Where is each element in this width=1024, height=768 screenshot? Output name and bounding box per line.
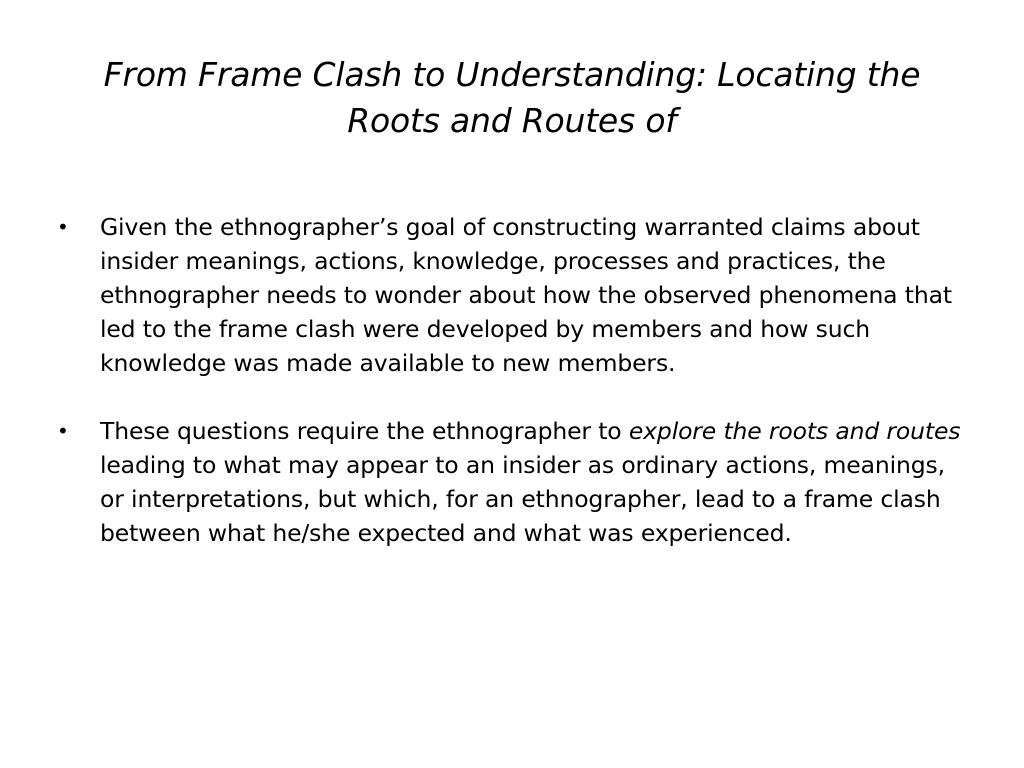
bullet-icon: •	[57, 419, 69, 443]
bullet-text: Given the ethnographer’s goal of constructing warranted claims about insider meanings, actions, knowledge, processes and practices, the ethnographer needs to wonder about how the observed phenomena that led to the frame clash were developed by members and how such knowledge was made available to new members.	[100, 213, 952, 377]
bullet-item-questions	[52, 414, 972, 550]
bullet-text-before: These questions require the ethnographer to	[100, 417, 629, 445]
slide-title: From Frame Clash to Understanding: Locating the Roots and Routes of	[103, 55, 921, 140]
bullet-item-goal	[52, 210, 972, 380]
bullet-icon: •	[57, 215, 69, 239]
bullet-text-after: leading to what may appear to an insider as ordinary actions, meanings, or interpretations, but which, for an ethnographer, lead to a frame clash between what he/she expected and what was experienced.	[100, 451, 945, 547]
bullet-text-emphasis: explore the roots and routes	[628, 417, 961, 445]
bullet-list	[52, 210, 972, 584]
